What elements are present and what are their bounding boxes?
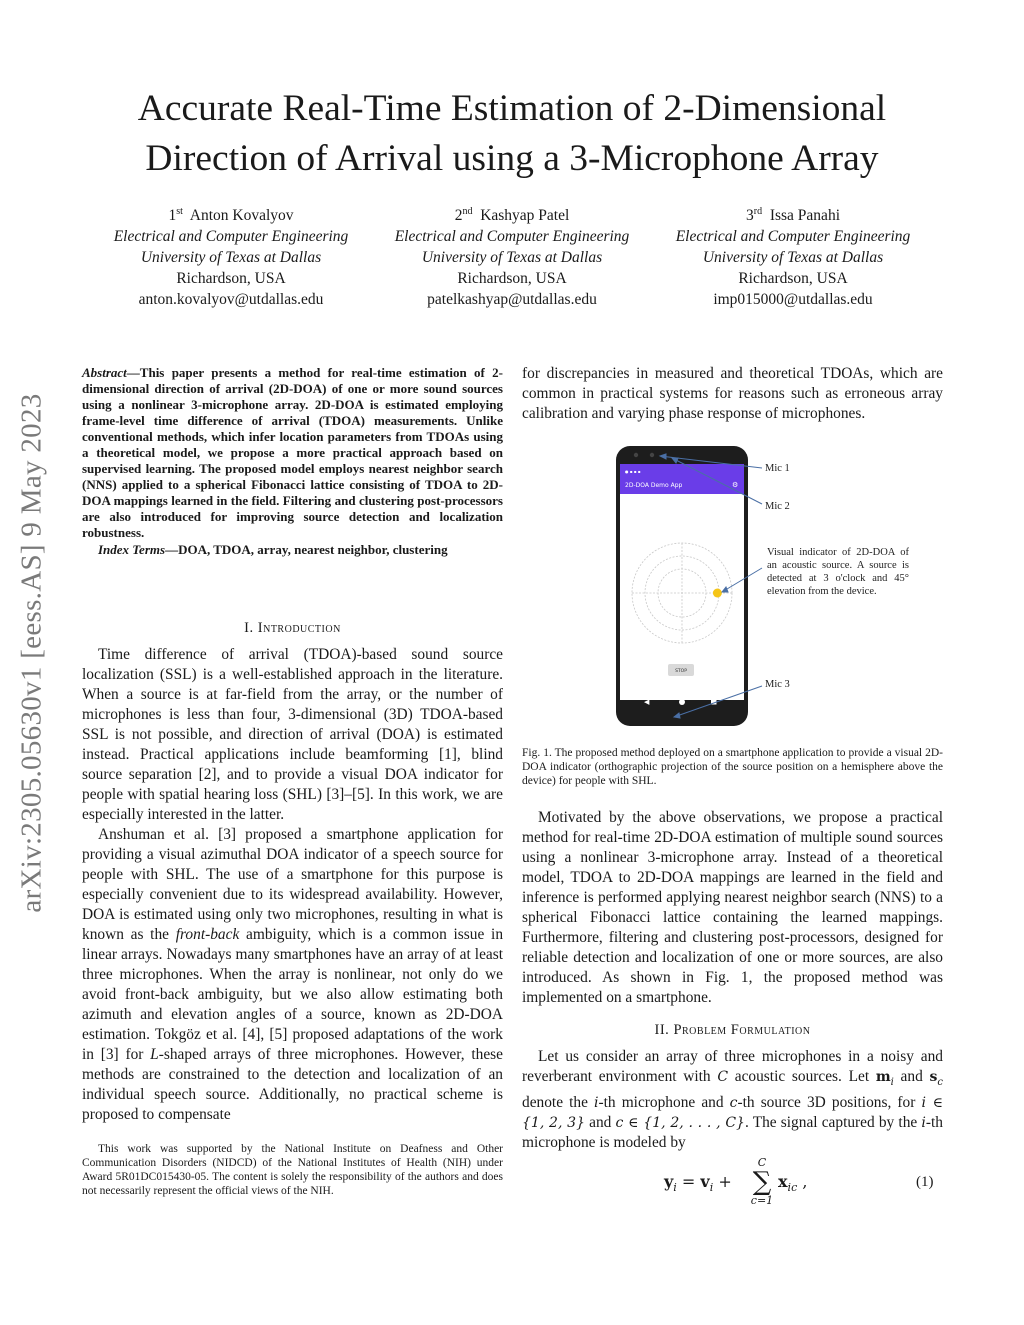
- right-paragraph-0: for discrepancies in measured and theoretical TDOAs, which are common in practical systems for reasons such as erroneous array calibration and varying phase response of microphones.: [522, 365, 943, 422]
- author-city: Richardson, USA: [176, 270, 286, 288]
- nav-back-icon[interactable]: ◀: [644, 698, 650, 706]
- author-block-1: [86, 201, 376, 310]
- footnote: This work was supported by the National Institute on Deafness and Other Communication Disorders (NIDCD) of the National Institutes of Health (NIH) under Award 5R01DC015430-05. The content is solely the responsibility of the authors and does not necessarily represent the official views of the NIH.: [82, 1143, 503, 1197]
- equation-number: (1): [916, 1174, 934, 1190]
- mic3-label: Mic 3: [765, 679, 790, 690]
- abstract: [82, 365, 503, 541]
- title-line-1: Accurate Real-Time Estimation of 2-Dimensional: [137, 88, 887, 129]
- author-dept: Electrical and Computer Engineering: [113, 228, 349, 246]
- intro-paragraph-1: Time difference of arrival (TDOA)-based sound source localization (SSL) is a well-established approach in the literature. When a source is at far-field from the array, or the number of microphones is less than four, 3-dimensional (3D) TDOA-based SSL is not possible, and direction of arrival (DOA) is estimated instead. Practical applications include beamforming [1], blind source separation [2], and to provide a visual DOA indicator for people with spatial hearing loss (SHL) [3]–[5]. In this work, we are especially interested in the latter.: [82, 646, 503, 823]
- author-uni: University of Texas at Dallas: [702, 249, 884, 267]
- introduction-body: [82, 645, 503, 1125]
- author-email[interactable]: imp015000@utdallas.edu: [713, 291, 873, 309]
- app-title: 2D-DOA Demo App: [625, 482, 683, 489]
- intro-paragraph-2: Anshuman et al. [3] proposed a smartphone application for providing a visual azimuthal DOA indicator of a speech source for people with SHL. The use of a smartphone for this purpose is especially convenient due to its widespread availability. However, DOA is estimated using only two microphones, resulting in what is known as the front-back ambiguity, which is a common issue in linear arrays. Nowadays many smartphones have an array of at least three microphones. When the array is nonlinear, not only do we avoid front-back ambiguity, but we also allow estimating both azimuth and elevation angles of a source, known as 2D-DOA estimation. Tokgöz et al. [4], [5] proposed adaptations of the work in [3] for L-shaped arrays of three microphones. However, these methods are constrained to the detection and localization of an individual speech source. Additionally, no practical scheme is proposed to compensate: [82, 826, 504, 1123]
- paper-title: [0, 84, 1024, 184]
- index-terms-text: —DOA, TDOA, array, nearest neighbor, clustering: [165, 542, 448, 557]
- section-heading-problem-formulation: II. Problem Formulation: [654, 1022, 811, 1038]
- mic2-label: Mic 2: [765, 501, 790, 512]
- author-block-3: [648, 201, 938, 310]
- author-dept: Electrical and Computer Engineering: [394, 228, 630, 246]
- index-terms-label: Index Terms: [98, 542, 166, 557]
- author-block-2: [367, 201, 657, 310]
- equation-1: [664, 1156, 808, 1210]
- indicator-annotation: Visual indicator of 2D-DOA of an acoustic source. A source is detected at 3 o'clock and 45° elevation from the device.: [767, 547, 909, 597]
- sensor-icon: [650, 453, 654, 457]
- sum-lower-limit: c=1: [750, 1194, 774, 1207]
- nav-home-icon[interactable]: [679, 699, 685, 705]
- author-dept: Electrical and Computer Engineering: [675, 228, 911, 246]
- right-paragraph-1: Motivated by the above observations, we propose a practical method for real-time 2D-DOA estimation of multiple sound sources using a nonlinear 3-microphone array. Instead of a theoretical model, TDOA to 2D-DOA mappings are learned in the field and inference is performed applying nearest neighbor search (NNS) to a spherical Fibonacci lattice containing the learned mappings. Furthermore, filtering and clustering post-processors, designed for reliable detection and localization of one or more sources, are also introduced. As shown in Fig. 1, the proposed method was implemented on a smartphone.: [522, 809, 943, 1006]
- figure-1-caption: Fig. 1. The proposed method deployed on a smartphone application to provide a visual 2D-DOA indicator (orthographic projection of the source position on a hemisphere above the device) for people with SHL.: [522, 747, 943, 787]
- status-bar-icons: ● ▪ ▪ ▪: [625, 469, 641, 474]
- author-email[interactable]: anton.kovalyov@utdallas.edu: [138, 291, 324, 309]
- settings-gear-icon[interactable]: ⚙: [732, 481, 739, 489]
- author-city: Richardson, USA: [457, 270, 567, 288]
- sum-symbol: ∑: [752, 1167, 772, 1197]
- arxiv-stamp: [12, 343, 52, 963]
- author-city: Richardson, USA: [738, 270, 848, 288]
- stop-button-label: STOP: [675, 669, 687, 674]
- author-uni: University of Texas at Dallas: [140, 249, 322, 267]
- section-heading-introduction: I. Introduction: [244, 620, 341, 636]
- eq-lhs: $y_i = v_i$ +: [664, 1172, 732, 1195]
- author-name: 3rd Issa Panahi: [745, 206, 840, 225]
- front-camera-icon: [634, 453, 638, 457]
- abstract-label: Abstract: [82, 365, 127, 380]
- author-email[interactable]: patelkashyap@utdallas.edu: [427, 291, 597, 309]
- sum-upper-limit: C: [757, 1156, 767, 1169]
- left-column: [82, 365, 503, 558]
- source-indicator-dot: [713, 589, 722, 598]
- author-name: 1st Anton Kovalyov: [168, 206, 294, 225]
- title-line-2: Direction of Arrival using a 3-Microphone Array: [145, 138, 879, 179]
- arxiv-id[interactable]: arXiv:2305.05630v1 [eess.AS] 9 May 2023: [15, 393, 48, 913]
- index-terms: [82, 542, 503, 558]
- eq-rhs: $x_{ic}$ ,: [778, 1172, 808, 1195]
- mic1-label: Mic 1: [765, 463, 790, 474]
- author-uni: University of Texas at Dallas: [421, 249, 603, 267]
- right-paragraph-2: Let us consider an array of three microphones in a noisy and reverberant environment with C acoustic sources. Let $m_i$ and $s_c$ denote the i-th microphone and c-th source 3D positions, for i ∈ {1, 2, 3} and c ∈ {1, 2, . . . , C}. The signal captured by the i-th microphone is modeled by: [522, 1048, 943, 1152]
- abstract-text: —This paper presents a method for real-time estimation of 2-dimensional direction of arrival (2D-DOA) of one or more sound sources using a nonlinear 3-microphone array. 2D-DOA is estimated employing frame-level time difference of arrival (TDOA) measurements. Unlike conventional methods, which infer location parameters from TDOAs using a theoretical model, we propose a more practical approach based on supervised learning. The proposed model employs nearest neighbor search (NNS) applied to a spherical Fibonacci lattice consisting of TDOA to 2D-DOA mappings learned in the field. Filtering and clustering post-processors are also introduced for improving source detection and localization robustness.: [82, 365, 503, 540]
- author-name: 2nd Kashyap Patel: [454, 206, 570, 225]
